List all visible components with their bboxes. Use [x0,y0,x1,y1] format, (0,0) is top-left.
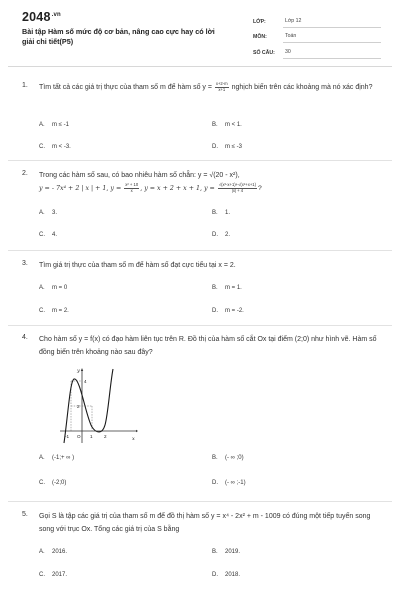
axis-label-y: y [77,368,80,374]
option-key: C. [39,144,45,150]
option-d[interactable] [212,232,230,238]
divider [8,501,392,502]
option-text: m = -2. [225,308,244,314]
formula-part: y = - 7x⁴ + 2 | x | + 1, y = [39,184,124,192]
option-text: m ≤ -1 [52,122,69,128]
tick-label: 2 [104,434,107,439]
meta-row-subject [253,28,381,44]
option-key: C. [39,480,45,486]
option-key: C. [39,308,45,314]
question-text: Tìm giá trị thực của tham số m để hàm số đạt cực tiểu tại x = 2. [39,262,236,269]
option-b[interactable] [212,122,242,128]
option-text: m = 2. [52,308,69,314]
option-text: (- ∞ ;0) [225,455,244,461]
formula-part: ? [258,184,262,192]
option-key: A. [39,210,45,216]
divider [8,325,392,326]
option-key: D. [212,480,218,486]
logo-domain: .vn [51,11,61,18]
option-text: (-2;0) [52,480,67,486]
option-d[interactable] [212,572,240,578]
meta-label: SỐ CÂU: [253,49,275,56]
option-a[interactable] [39,455,74,461]
option-text: m < -3. [52,144,71,150]
question-text-start: Tìm tất cả các giá trị thực của tham số m để hàm số y = [39,84,214,91]
option-key: B. [212,285,218,291]
question-number: 1. [22,82,28,89]
option-b[interactable] [212,285,242,291]
option-b[interactable] [212,455,244,461]
page-title: Bài tập Hàm số mức độ cơ bản, nâng cao cực hay có lời giải chi tiết(P5) [22,27,215,46]
logo-text: 2048 [22,10,51,24]
fraction [215,82,229,92]
meta-row-class [253,12,381,28]
option-text: m = 0 [52,285,68,291]
option-text: 2018. [225,572,241,578]
question-text: Gọi S là tập các giá trị của tham số m để đồ thị hàm số y = x⁴ - 2x² + m - 1009 có đúng một tiếp tuyến song song với trục Ox. Tổng các giá trị của S bằng [39,513,371,533]
option-key: D. [212,144,218,150]
fraction-numerator: x² + 10 [125,182,139,187]
fraction [124,183,139,193]
fraction-denominator: |x| + 4 [231,187,244,193]
site-logo[interactable] [22,10,61,24]
fraction-denominator: x+1 [218,86,226,92]
fraction-denominator: x [130,187,133,193]
option-d[interactable] [212,308,244,314]
option-key: A. [39,285,45,291]
option-key: B. [212,549,218,555]
question-number: 3. [22,260,28,267]
option-c[interactable] [39,480,66,486]
option-key: A. [39,122,45,128]
option-key: A. [39,549,45,555]
option-c[interactable] [39,232,57,238]
question-text [39,82,384,95]
meta-label: MÔN: [253,34,267,40]
meta-value: Lớp 12 [283,18,381,28]
question-text: Trong các hàm số sau, có bao nhiêu hàm số chẵn: y = √(20 - x²), [39,172,240,179]
meta-info [253,12,381,59]
option-text: 3. [52,210,58,216]
option-text: m < 1. [225,122,242,128]
fraction-numerator: x+2-m [215,81,228,87]
option-text: 2. [225,232,231,238]
option-text: 1. [225,210,231,216]
option-d[interactable] [212,144,242,150]
fraction-numerator: √(x²-x+1)+√(x²+x+1) [218,182,257,187]
axis-label-x: x [132,436,135,442]
option-a[interactable] [39,122,69,128]
tick-label: 4 [84,379,87,384]
page-header [0,0,400,66]
option-c[interactable] [39,144,71,150]
option-key: C. [39,572,45,578]
divider [8,66,392,67]
tick-label: 2 [77,404,80,409]
option-d[interactable] [212,480,246,486]
tick-label: 1 [90,434,93,439]
option-text: 2017. [52,572,68,578]
option-text: 2019. [225,549,241,555]
option-key: B. [212,210,218,216]
option-key: B. [212,455,218,461]
option-c[interactable] [39,308,69,314]
option-text: m = 1. [225,285,242,291]
option-key: C. [39,232,45,238]
meta-row-count [253,43,381,59]
option-key: D. [212,308,218,314]
option-a[interactable] [39,210,57,216]
y-axis-arrow-icon [81,368,83,371]
x-axis-arrow-icon [136,430,138,432]
question-number: 5. [22,511,28,518]
function-graph [52,365,138,445]
option-text: 2016. [52,549,68,555]
question-number: 4. [22,334,28,341]
question-text-end: nghịch biến trên các khoảng mà nó xác định? [229,84,373,91]
tick-label: -1 [65,434,70,439]
formula-part: , y = x + 2 + x + 1, y = [140,184,217,192]
option-text: (- ∞ ;-1) [225,480,246,486]
option-c[interactable] [39,572,67,578]
option-a[interactable] [39,549,67,555]
option-key: D. [212,572,218,578]
option-b[interactable] [212,549,240,555]
question-formula [39,183,262,193]
question-text: Cho hàm số y = f(x) có đạo hàm liên tục trên R. Đồ thị của hàm số cắt Ox tại điểm (2;0) như hình vẽ. Hàm số đồng biến trên khoảng nào sau đây? [39,336,377,356]
meta-label: LỚP: [253,18,266,25]
option-text: m ≤ -3 [225,144,242,150]
option-key: D. [212,232,218,238]
fraction [218,183,257,193]
meta-value: 30 [283,49,381,59]
divider [8,250,392,251]
option-key: B. [212,122,218,128]
option-b[interactable] [212,210,230,216]
option-key: A. [39,455,45,461]
origin-label: O [77,434,81,439]
meta-value: Toán [283,33,381,43]
question-number: 2. [22,170,28,177]
divider [8,160,392,161]
option-text: 4. [52,232,58,238]
option-a[interactable] [39,285,67,291]
option-text: (-1;+ ∞ ) [52,455,75,461]
